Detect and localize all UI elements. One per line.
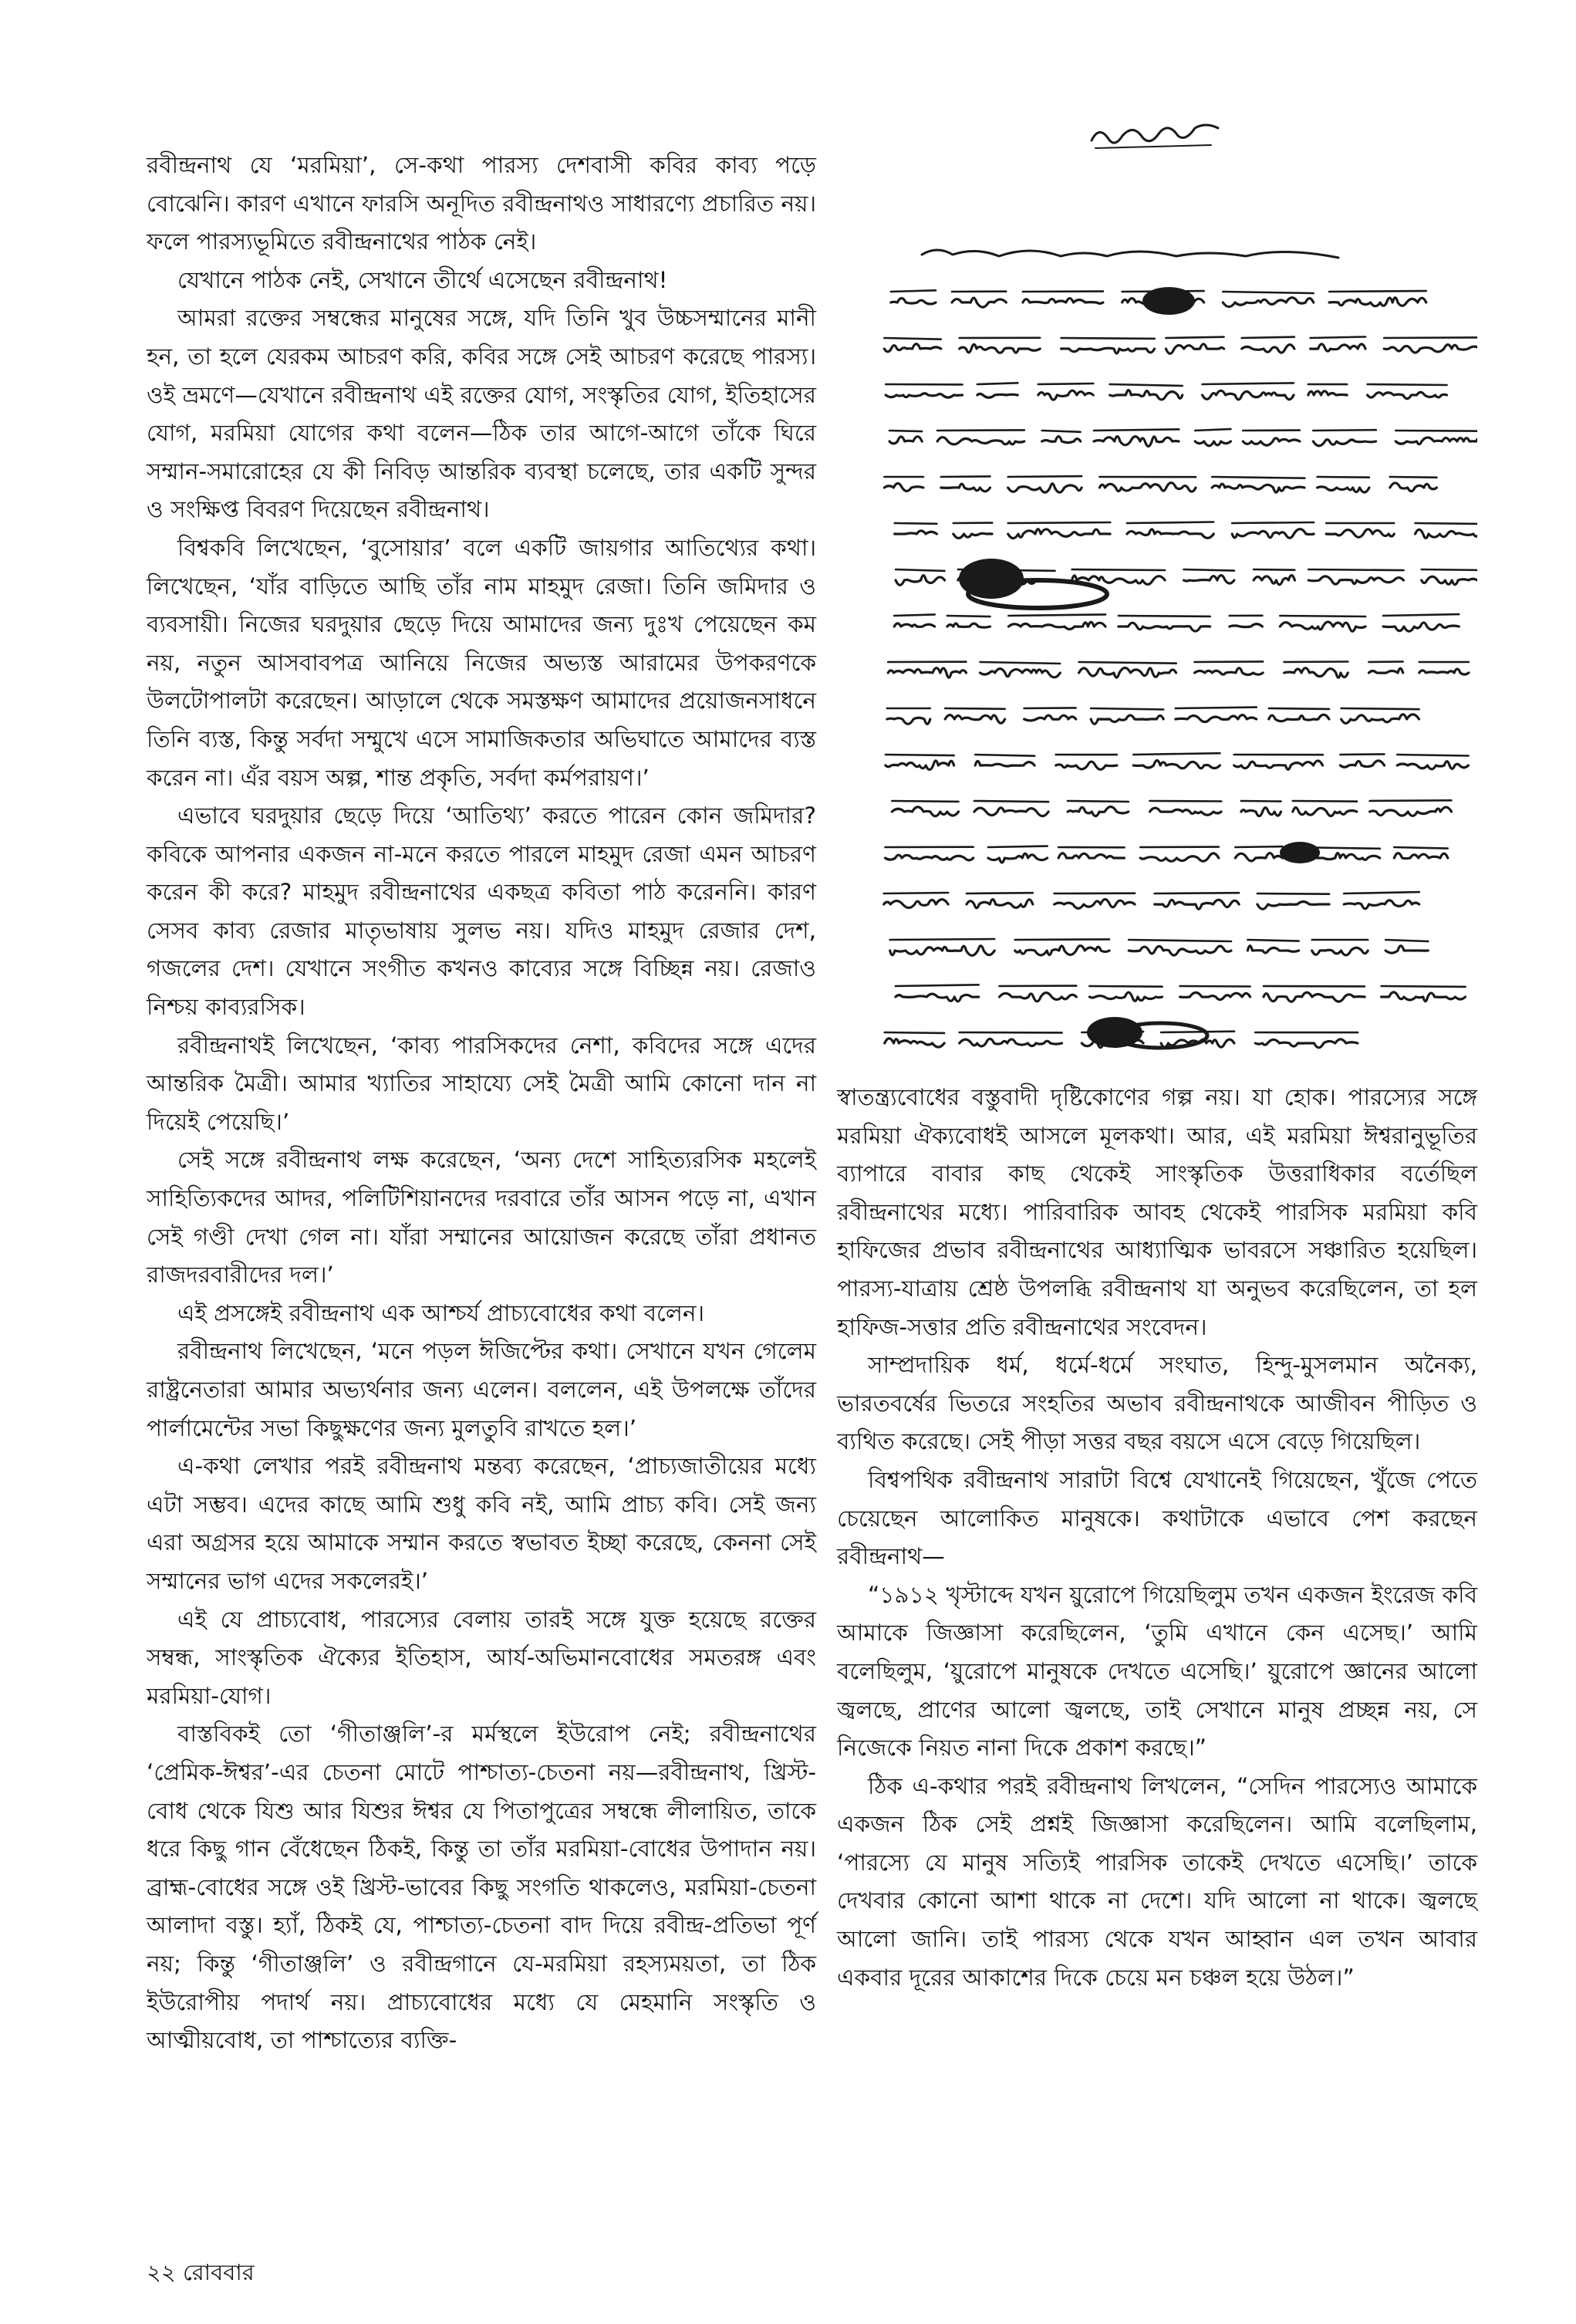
right-column-paragraph: ঠিক এ-কথার পরই রবীন্দ্রনাথ লিখলেন, “সেদিন পারস্যেও আমাকে একজন ঠিক সেই প্রশ্নই জিজ্ঞাসা করেছিলেন। আমি বলেছিলাম, ‘পারস্যে যে মানুষ সত্যিই পারসিক তাকেই দেখতে এসেছি।’ তাকে দেখবার কোনো আশা থাকে না দেশে। যদি আলো না থাকে। জ্বলছে আলো জানি। তাই পারস্য থেকে যখন আহ্বান এল তখন আবার একবার দূরের আকাশের দিকে চেয়ে মন চঞ্চল হয়ে উঠল।” bbox=[837, 1772, 1477, 1991]
right-column-paragraph: বিশ্বপথিক রবীন্দ্রনাথ সারাটা বিশ্বে যেখানেই গিয়েছেন, খুঁজে পেতে চেয়েছেন আলোকিত মানুষকে। কথাটাকে এভাবে পেশ করছেন রবীন্দ্রনাথ— bbox=[837, 1466, 1477, 1570]
left-column-paragraph: রবীন্দ্রনাথই লিখেছেন, ‘কাব্য পারসিকদের নেশা, কবিদের সঙ্গে এদের আন্তরিক মৈত্রী। আমার খ্যাতির সাহায্যে সেই মৈত্রী আমি কোনো দান না দিয়েই পেয়েছি।’ bbox=[147, 1032, 816, 1135]
right-column-paragraph: স্বাতন্ত্র্যবোধের বস্তুবাদী দৃষ্টিকোণের গল্প নয়। যা হোক। পারস্যের সঙ্গে মরমিয়া ঐক্যবোধই আসলে মূলকথা। আর, এই মরমিয়া ঈশ্বরানুভূতির ব্যাপারে বাবার কাছ থেকেই সাংস্কৃতিক উত্তরাধিকার বর্তেছিল রবীন্দ্রনাথের মধ্যে। পারিবারিক আবহ থেকেই পারসিক মরমিয়া কবি হাফিজের প্রভাব রবীন্দ্রনাথের আধ্যাত্মিক ভাবরসে সঞ্চারিত হয়েছিল। পারস্য-যাত্রায় শ্রেষ্ঠ উপলব্ধি রবীন্দ্রনাথ যা অনুভব করেছিলেন, তা হল হাফিজ-সত্তার প্রতি রবীন্দ্রনাথের সংবেদন। bbox=[837, 1084, 1477, 1340]
page-footer bbox=[147, 2257, 255, 2288]
right-column-paragraph: “১৯১২ খৃস্টাব্দে যখন য়ুরোপে গিয়েছিলুম তখন একজন ইংরেজ কবি আমাকে জিজ্ঞাসা করেছিলেন, ‘তুমি এখানে কেন এসেছ।’ আমি বলেছিলুম, ‘য়ুরোপে মানুষকে দেখতে এসেছি।’ য়ুরোপে জ্ঞানের আলো জ্বলছে, প্রাণের আলো জ্বলছে, তাই সেখানে মানুষ প্রচ্ছন্ন নয়, সে নিজেকে নিয়ত নানা দিকে প্রকাশ করছে।” bbox=[837, 1581, 1477, 1762]
left-column-paragraph: আমরা রক্তের সম্বন্ধের মানুষের সঙ্গে, যদি তিনি খুব উচ্চসম্মানের মানী হন, তা হলে যেরকম আচরণ করি, কবির সঙ্গে সেই আচরণ করেছে পারস্য। ওই ভ্রমণে—যেখানে রবীন্দ্রনাথ এই রক্তের যোগ, সংস্কৃতির যোগ, ইতিহাসের যোগ, মরমিয়া যোগের কথা বলেন—ঠিক তার আগে-আগে তাঁকে ঘিরে সম্মান-সমারোহের যে কী নিবিড় আন্তরিক ব্যবস্থা চলেছে, তার একটি সুন্দর ও সংক্ষিপ্ত বিবরণ দিয়েছেন রবীন্দ্রনাথ। bbox=[147, 305, 816, 523]
left-column-paragraph: বিশ্বকবি লিখেছেন, ‘বুসোয়ার’ বলে একটি জায়গার আতিথ্যের কথা। লিখেছেন, ‘যাঁর বাড়িতে আছি তাঁর নাম মাহমুদ রেজা। তিনি জমিদার ও ব্যবসায়ী। নিজের ঘরদুয়ার ছেড়ে দিয়ে আমাদের জন্য দুঃখ পেয়েছেন কম নয়, নতুন আসবাবপত্র আনিয়ে নিজের অভ্যস্ত আরামের উপকরণকে উলটোপালটা করেছেন। আড়ালে থেকে সমস্তক্ষণ আমাদের প্রয়োজনসাধনে তিনি ব্যস্ত, কিন্তু সর্বদা সম্মুখে এসে সামাজিকতার অভিঘাতে আমাদের ব্যস্ত করেন না। এঁর বয়স অল্প, শান্ত প্রকৃতি, সর্বদা কর্মপরায়ণ।’ bbox=[147, 534, 816, 791]
left-column-paragraph: এ-কথা লেখার পরই রবীন্দ্রনাথ মন্তব্য করেছেন, ‘প্রাচ্যজাতীয়ের মধ্যে এটা সম্ভব। এদের কাছে আমি শুধু কবি নই, আমি প্রাচ্য কবি। সেই জন্য এরা অগ্রসর হয়ে আমাকে সম্মান করতে স্বভাবত ইচ্ছা করেছে, কেননা সেই সম্মানের ভাগ এদের সকলেরই।’ bbox=[147, 1453, 816, 1594]
publication-name: রোববার bbox=[182, 2259, 255, 2285]
left-column-paragraph: এই যে প্রাচ্যবোধ, পারস্যের বেলায় তারই সঙ্গে যুক্ত হয়েছে রক্তের সম্বন্ধ, সাংস্কৃতিক ঐক্যের ইতিহাস, আর্য-অভিমানবোধের সমতরঙ্গ এবং মরমিয়া-যোগ। bbox=[147, 1606, 816, 1709]
left-column-paragraph: রবীন্দ্রনাথ লিখেছেন, ‘মনে পড়ল ঈজিপ্টের কথা। সেখানে যখন গেলেম রাষ্ট্রনেতারা আমার অভ্যর্থনার জন্য এলেন। বললেন, এই উপলক্ষে তাঁদের পার্লামেন্টের সভা কিছুক্ষণের জন্য মুলতুবি রাখতে হল।’ bbox=[147, 1338, 816, 1441]
manuscript-scribble bbox=[837, 100, 1477, 1069]
handwritten-manuscript-image bbox=[837, 100, 1477, 1069]
left-text-column bbox=[147, 147, 816, 2060]
left-column-paragraph: এভাবে ঘরদুয়ার ছেড়ে দিয়ে ‘আতিথ্য’ করতে পারেন কোন জমিদার? কবিকে আপনার একজন না-মনে করতে পারলে মাহমুদ রেজা এমন আচরণ করেন কী করে? মাহমুদ রবীন্দ্রনাথের একছত্র কবিতা পাঠ করেননি। কারণ সেসব কাব্য রেজার মাতৃভাষায় সুলভ নয়। যদিও মাহমুদ রেজার দেশ, গজলের দেশ। যেখানে সংগীত কখনও কাব্যের সঙ্গে বিচ্ছিন্ন নয়। রেজাও নিশ্চয় কাব্যরসিক। bbox=[147, 802, 816, 1021]
left-column-paragraph: বাস্তবিকই তো ‘গীতাঞ্জলি’-র মর্মস্থলে ইউরোপ নেই; রবীন্দ্রনাথের ‘প্রেমিক-ঈশ্বর’-এর চেতনা মোটে পাশ্চাত্য-চেতনা নয়—রবীন্দ্রনাথ, খ্রিস্ট-বোধ থেকে যিশু আর যিশুর ঈশ্বর যে পিতাপুত্রের সম্বন্ধে লীলায়িত, তাকে ধরে কিছু গান বেঁধেছেন ঠিকই, কিন্তু তা তাঁর মরমিয়া-বোধের উপাদান নয়। ব্রাহ্ম-বোধের সঙ্গে ওই খ্রিস্ট-ভাবের কিছু সংগতি থাকলেও, মরমিয়া-চেতনা আলাদা বস্তু। হ্যাঁ, ঠিকই যে, পাশ্চাত্য-চেতনা বাদ দিয়ে রবীন্দ্র-প্রতিভা পূর্ণ নয়; কিন্তু ‘গীতাঞ্জলি’ ও রবীন্দ্রগানে যে-মরমিয়া রহস্যময়তা, তা ঠিক ইউরোপীয় পদার্থ নয়। প্রাচ্যবোধের মধ্যে যে মেহমানি সংস্কৃতি ও আত্মীয়বোধ, তা পাশ্চাত্যের ব্যক্তি- bbox=[147, 1721, 816, 2054]
left-column-paragraph: যেখানে পাঠক নেই, সেখানে তীর্থে এসেছেন রবীন্দ্রনাথ! bbox=[177, 266, 668, 293]
right-text-column bbox=[837, 1079, 1477, 1997]
right-column-paragraph: সাম্প্রদায়িক ধর্ম, ধর্মে-ধর্মে সংঘাত, হিন্দু-মুসলমান অনৈক্য, ভারতবর্ষের ভিতরে সংহতির অভাব রবীন্দ্রনাথকে আজীবন পীড়িত ও ব্যথিত করেছে। সেই পীড়া সত্তর বছর বয়সে এসে বেড়ে গিয়েছিল। bbox=[837, 1352, 1477, 1455]
left-column-paragraph: এই প্রসঙ্গেই রবীন্দ্রনাথ এক আশ্চর্য প্রাচ্যবোধের কথা বলেন। bbox=[177, 1299, 704, 1326]
page-number: ২২ bbox=[147, 2259, 176, 2285]
left-column-paragraph: রবীন্দ্রনাথ যে ‘মরমিয়া’, সে-কথা পারস্য দেশবাসী কবির কাব্য পড়ে বোঝেনি। কারণ এখানে ফারসি অনূদিত রবীন্দ্রনাথও সাধারণ্যে প্রচারিত নয়। ফলে পারস্যভূমিতে রবীন্দ্রনাথের পাঠক নেই। bbox=[147, 152, 816, 255]
left-column-paragraph: সেই সঙ্গে রবীন্দ্রনাথ লক্ষ করেছেন, ‘অন্য দেশে সাহিত্যরসিক মহলেই সাহিত্যিকদের আদর, পলিটিশিয়ানদের দরবারে তাঁর আসন পড়ে না, এখান সেই গণ্ডী দেখা গেল না। যাঁরা সম্মানের আয়োজন করেছে তাঁরা প্রধানত রাজদরবারীদের দল।’ bbox=[147, 1147, 816, 1289]
